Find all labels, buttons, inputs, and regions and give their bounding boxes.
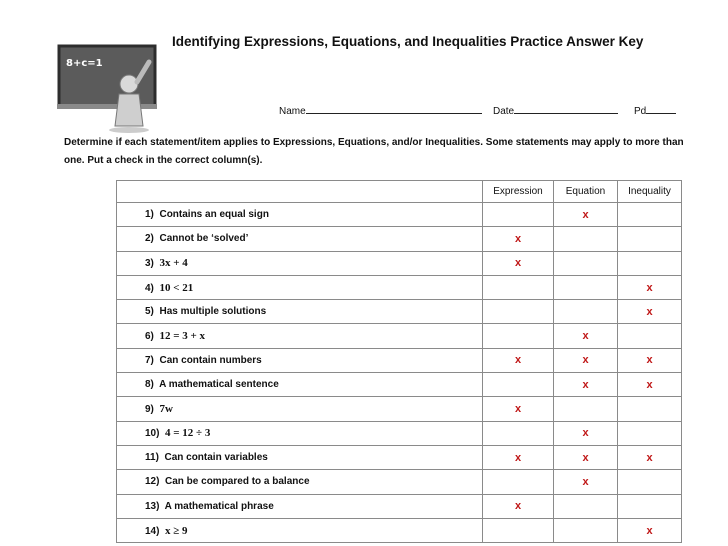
answer-table <box>116 180 682 543</box>
chalkboard-text: 8+c=1 <box>66 58 103 69</box>
statement-text: Can be compared to a balance <box>165 476 310 488</box>
name-field: Name <box>279 104 482 117</box>
statement-text: Can contain variables <box>164 452 268 464</box>
statement-number: 4) <box>145 282 154 294</box>
table-row <box>117 397 682 421</box>
statement-cell <box>117 421 483 445</box>
statement-text: x ≥ 9 <box>165 524 188 537</box>
table-row <box>117 203 682 227</box>
x-mark: x <box>582 208 589 221</box>
table-row <box>117 373 682 397</box>
statement-number: 9) <box>145 404 154 416</box>
table-row <box>117 324 682 348</box>
answer-cell-expression[interactable] <box>483 251 554 275</box>
answer-cell-expression[interactable] <box>483 421 554 445</box>
statement-cell <box>117 494 483 518</box>
x-mark: x <box>582 451 589 464</box>
answer-cell-inequality[interactable] <box>618 300 682 324</box>
statement-number: 2) <box>145 233 154 245</box>
answer-cell-inequality[interactable] <box>618 275 682 299</box>
answer-cell-expression[interactable] <box>483 518 554 542</box>
x-mark: x <box>646 524 653 537</box>
statement-text: A mathematical phrase <box>164 500 274 512</box>
statement-text: 10 < 21 <box>159 281 194 294</box>
answer-cell-inequality[interactable] <box>618 251 682 275</box>
pd-line[interactable] <box>646 104 676 114</box>
date-field: Date <box>493 104 618 117</box>
answer-cell-equation[interactable] <box>554 494 618 518</box>
answer-cell-inequality[interactable] <box>618 494 682 518</box>
answer-cell-expression[interactable] <box>483 227 554 251</box>
answer-cell-expression[interactable] <box>483 324 554 348</box>
answer-cell-inequality[interactable] <box>618 470 682 494</box>
answer-cell-expression[interactable] <box>483 373 554 397</box>
header-expression: Expression <box>483 181 554 203</box>
answer-cell-inequality[interactable] <box>618 203 682 227</box>
answer-cell-inequality[interactable] <box>618 227 682 251</box>
answer-cell-equation[interactable] <box>554 300 618 324</box>
table-row <box>117 227 682 251</box>
answer-cell-inequality[interactable] <box>618 421 682 445</box>
table-row <box>117 300 682 324</box>
statement-text: Has multiple solutions <box>159 306 267 318</box>
answer-cell-equation[interactable] <box>554 251 618 275</box>
statement-cell <box>117 227 483 251</box>
statement-cell <box>117 373 483 397</box>
statement-number: 10) <box>145 428 160 440</box>
table-row <box>117 348 682 372</box>
statement-cell <box>117 324 483 348</box>
table-row <box>117 470 682 494</box>
statement-cell <box>117 348 483 372</box>
statement-number: 14) <box>145 525 160 537</box>
statement-number: 13) <box>145 500 160 512</box>
answer-cell-inequality[interactable] <box>618 445 682 469</box>
x-mark: x <box>582 330 589 343</box>
answer-cell-expression[interactable] <box>483 494 554 518</box>
answer-cell-equation[interactable] <box>554 470 618 494</box>
x-mark: x <box>514 232 522 245</box>
x-mark: x <box>582 378 589 391</box>
answer-cell-equation[interactable] <box>554 324 618 348</box>
statement-number: 1) <box>145 209 154 221</box>
answer-cell-expression[interactable] <box>483 348 554 372</box>
answer-cell-expression[interactable] <box>483 470 554 494</box>
x-mark: x <box>646 305 653 318</box>
statement-cell <box>117 518 483 542</box>
statement-cell <box>117 275 483 299</box>
answer-cell-inequality[interactable] <box>618 348 682 372</box>
table-row <box>117 518 682 542</box>
pd-field: Pd <box>634 104 676 117</box>
header-blank <box>117 181 483 203</box>
answer-cell-expression[interactable] <box>483 203 554 227</box>
table-row <box>117 421 682 445</box>
answer-cell-equation[interactable] <box>554 348 618 372</box>
table-header-row <box>117 181 682 203</box>
statement-cell <box>117 251 483 275</box>
x-mark: x <box>582 475 589 488</box>
answer-cell-equation[interactable] <box>554 275 618 299</box>
table-row <box>117 445 682 469</box>
name-line[interactable] <box>306 104 482 114</box>
statement-number: 5) <box>145 306 154 318</box>
x-mark: x <box>646 451 653 464</box>
statement-text: Contains an equal sign <box>159 209 269 221</box>
statement-number: 6) <box>145 331 154 343</box>
statement-cell <box>117 470 483 494</box>
x-mark: x <box>514 257 522 270</box>
answer-cell-equation[interactable] <box>554 518 618 542</box>
table-row <box>117 251 682 275</box>
answer-cell-inequality[interactable] <box>618 324 682 348</box>
answer-cell-expression[interactable] <box>483 445 554 469</box>
statement-cell <box>117 445 483 469</box>
statement-text: Can contain numbers <box>159 354 262 366</box>
statement-text: 4 = 12 ÷ 3 <box>165 427 211 440</box>
answer-cell-equation[interactable] <box>554 373 618 397</box>
x-mark: x <box>514 403 522 416</box>
answer-cell-equation[interactable] <box>554 421 618 445</box>
statement-text: 3x + 4 <box>159 257 188 270</box>
statement-number: 11) <box>145 452 159 464</box>
header-equation: Equation <box>554 181 618 203</box>
answer-cell-inequality[interactable] <box>618 518 682 542</box>
date-line[interactable] <box>514 104 618 114</box>
answer-cell-expression[interactable] <box>483 300 554 324</box>
x-mark: x <box>646 354 653 367</box>
statement-cell <box>117 300 483 324</box>
x-mark: x <box>582 427 589 440</box>
answer-cell-inequality[interactable] <box>618 373 682 397</box>
answer-cell-equation[interactable] <box>554 445 618 469</box>
x-mark: x <box>646 378 653 391</box>
instructions: Determine if each statement/item applies to Expressions, Equations, and/or Inequalities. Some statements may apply to more than one. Put a check in the correct column(s). <box>64 137 684 166</box>
chalkboard-clipart <box>57 44 169 134</box>
statement-number: 12) <box>145 476 160 488</box>
answer-cell-equation[interactable] <box>554 227 618 251</box>
x-mark: x <box>514 451 522 464</box>
statement-text: 12 = 3 + x <box>159 330 206 343</box>
answer-cell-expression[interactable] <box>483 275 554 299</box>
statement-number: 3) <box>145 258 154 270</box>
table-row <box>117 494 682 518</box>
worksheet-title: Identifying Expressions, Equations, and Inequalities Practice Answer Key <box>172 34 644 49</box>
answer-cell-equation[interactable] <box>554 397 618 421</box>
statement-text: 7w <box>159 403 173 416</box>
header-inequality: Inequality <box>618 181 682 203</box>
x-mark: x <box>646 281 653 294</box>
statement-text: A mathematical sentence <box>159 379 279 391</box>
x-mark: x <box>514 500 522 513</box>
statement-number: 7) <box>145 354 154 366</box>
statement-cell <box>117 203 483 227</box>
statement-number: 8) <box>145 379 154 391</box>
x-mark: x <box>514 354 522 367</box>
x-mark: x <box>582 354 589 367</box>
statement-cell <box>117 397 483 421</box>
answer-cell-equation[interactable] <box>554 203 618 227</box>
table-row <box>117 275 682 299</box>
answer-cell-expression[interactable] <box>483 397 554 421</box>
answer-cell-inequality[interactable] <box>618 397 682 421</box>
statement-text: Cannot be ‘solved’ <box>159 233 249 245</box>
